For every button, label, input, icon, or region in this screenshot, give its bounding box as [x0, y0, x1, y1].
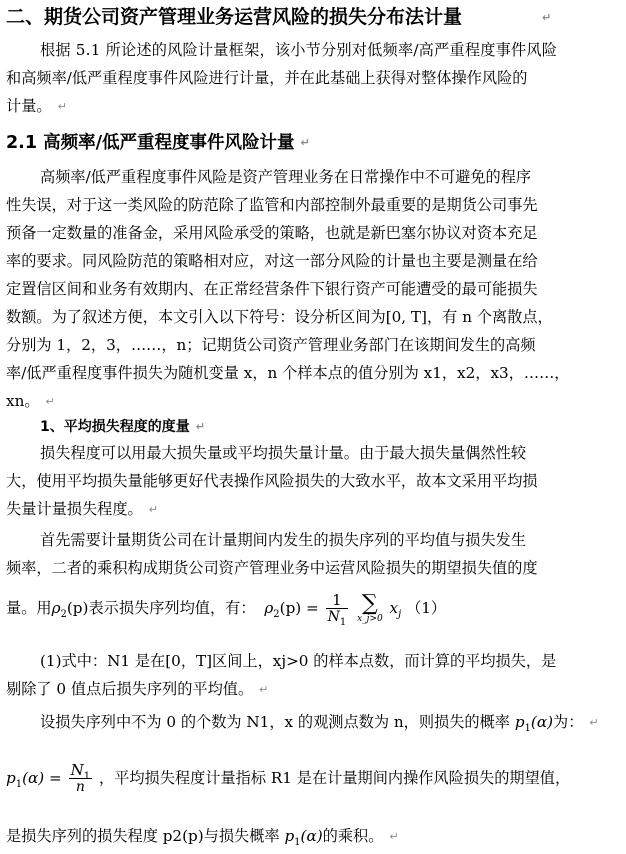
- first-line-2: 频率，二者的乘积构成期货公司资产管理业务中运营风险损失的期望损失值的度: [6, 559, 538, 577]
- heading-2: [6, 131, 310, 155]
- paragraph-mark-icon: ↵: [148, 503, 158, 516]
- fraction-1-over-N1: $\frac{1}{N_1}$: [327, 591, 347, 628]
- intro-line-2: 和高频率/低严重程度事件风险进行计量，并在此基础上获得对整体操作风险的: [6, 69, 528, 87]
- paragraph-mark-icon: ↵: [300, 136, 310, 149]
- paragraph-mark-icon: ↵: [389, 830, 399, 843]
- heading-1: [6, 4, 551, 31]
- paragraph-mark-icon: ↵: [542, 10, 552, 24]
- fraction-N1-over-n: $\frac{N_1}{n}$: [70, 761, 91, 795]
- last-line: 是损失序列的损失程度 p2(p)与损失概率 $p_1(\alpha)$的乘积。 ↵: [6, 827, 399, 849]
- heading-3: [40, 417, 205, 437]
- hf-line-3: 预备一定数量的准备金，采用风险承受的策略，也就是新巴塞尔协议对资本充足: [6, 224, 538, 242]
- hf-line-8: 率/低严重程度事件损失为随机变量 x，n 个样本点的值分别为 x1，x2，x3，……，: [6, 364, 570, 382]
- paragraph-mark-icon: ↵: [195, 420, 205, 433]
- avg-line-3: 失量计量损失程度。 ↵: [6, 500, 158, 518]
- p1-alpha-symbol: $p_1(\alpha)$: [514, 713, 554, 735]
- hf-line-2: 性失误，对于这一类风险的防范除了监管和内部控制外最重要的是期货公司事先: [6, 196, 538, 214]
- note-line-1: (1)式中：N1 是在[0，T]区间上，xj>0 的样本点数，而计算的平均损失，是: [40, 652, 557, 670]
- summation-symbol: ∑ x_j>0: [357, 591, 383, 624]
- hf-line-4: 率的要求。同风险防范的策略相对应，对这一部分风险的计量也主要是测量在给: [6, 252, 538, 270]
- hf-line-6: 数额。为了叙述方便，本文引入以下符号：设分析区间为[0, T]，有 n 个离散点，: [6, 308, 553, 326]
- heading-3-text: 1、平均损失程度的度量: [40, 419, 190, 435]
- first-line-1: 首先需要计量期货公司在计量期间内发生的损失序列的平均值与损失发生: [40, 531, 526, 549]
- hf-line-5: 定置信区间和业务有效期内、在正常经营条件下银行资产可能遭受的最可能损失: [6, 280, 538, 298]
- paragraph-mark-icon: ↵: [589, 716, 599, 729]
- heading-1-text: 二、期货公司资产管理业务运营风险的损失分布法计量: [6, 6, 463, 28]
- note-line-2: 剔除了 0 值点后损失序列的平均值。 ↵: [6, 680, 269, 698]
- p1-alpha-symbol: $p_1(\alpha)$: [284, 827, 323, 849]
- paragraph-mark-icon: ↵: [259, 683, 269, 696]
- avg-line-2: 大，使用平均损失量能够更好代表操作风险损失的大致水平，故本文采用平均损: [6, 472, 538, 490]
- rho-symbol: $\rho_2(p)$: [51, 599, 89, 621]
- formula-1: $\rho_2(p)$ = $\frac{1}{N_1}$ ∑ x_j>0 $x_j$: [264, 591, 402, 628]
- heading-2-text: 2.1 高频率/低严重程度事件风险计量: [6, 133, 295, 153]
- equation-label: （1）: [406, 599, 447, 617]
- intro-line-1: 根据 5.1 所论述的风险计量框架，该小节分别对低频率/高严重程度事件风险: [40, 41, 558, 59]
- hf-line-1: 高频率/低严重程度事件风险是资产管理业务在日常操作中不可避免的程序: [40, 168, 532, 186]
- formula-p1: $p_1(\alpha)$ = $\frac{N_1}{n}$: [6, 761, 91, 795]
- formula-line: 量。用$\rho_2(p)$表示损失序列均值，有： $\rho_2(p)$ = $\frac{1}{N_1}$ ∑ x_j>0 $x_j$ （1）: [6, 591, 447, 628]
- hf-line-9: xn。 ↵: [6, 392, 55, 410]
- intro-line-3: 计量。 ↵: [6, 97, 67, 115]
- prob-line: 设损失序列中不为 0 的个数为 N1，x 的观测点数为 n，则损失的概率 $p_1(\alpha)$为： ↵: [40, 713, 599, 735]
- paragraph-mark-icon: ↵: [57, 100, 67, 113]
- hf-line-7: 分别为 1，2，3，……，n；记期货公司资产管理业务部门在该期间发生的高频: [6, 336, 536, 354]
- avg-line-1: 损失程度可以用最大损失量或平均损失量计量。由于最大损失量偶然性较: [40, 444, 526, 462]
- paragraph-mark-icon: ↵: [45, 395, 55, 408]
- p1-formula-line: $p_1(\alpha)$ = $\frac{N_1}{n}$ ，平均损失程度计量指标 R1 是在计量期间内操作风险损失的期望值，: [6, 761, 571, 795]
